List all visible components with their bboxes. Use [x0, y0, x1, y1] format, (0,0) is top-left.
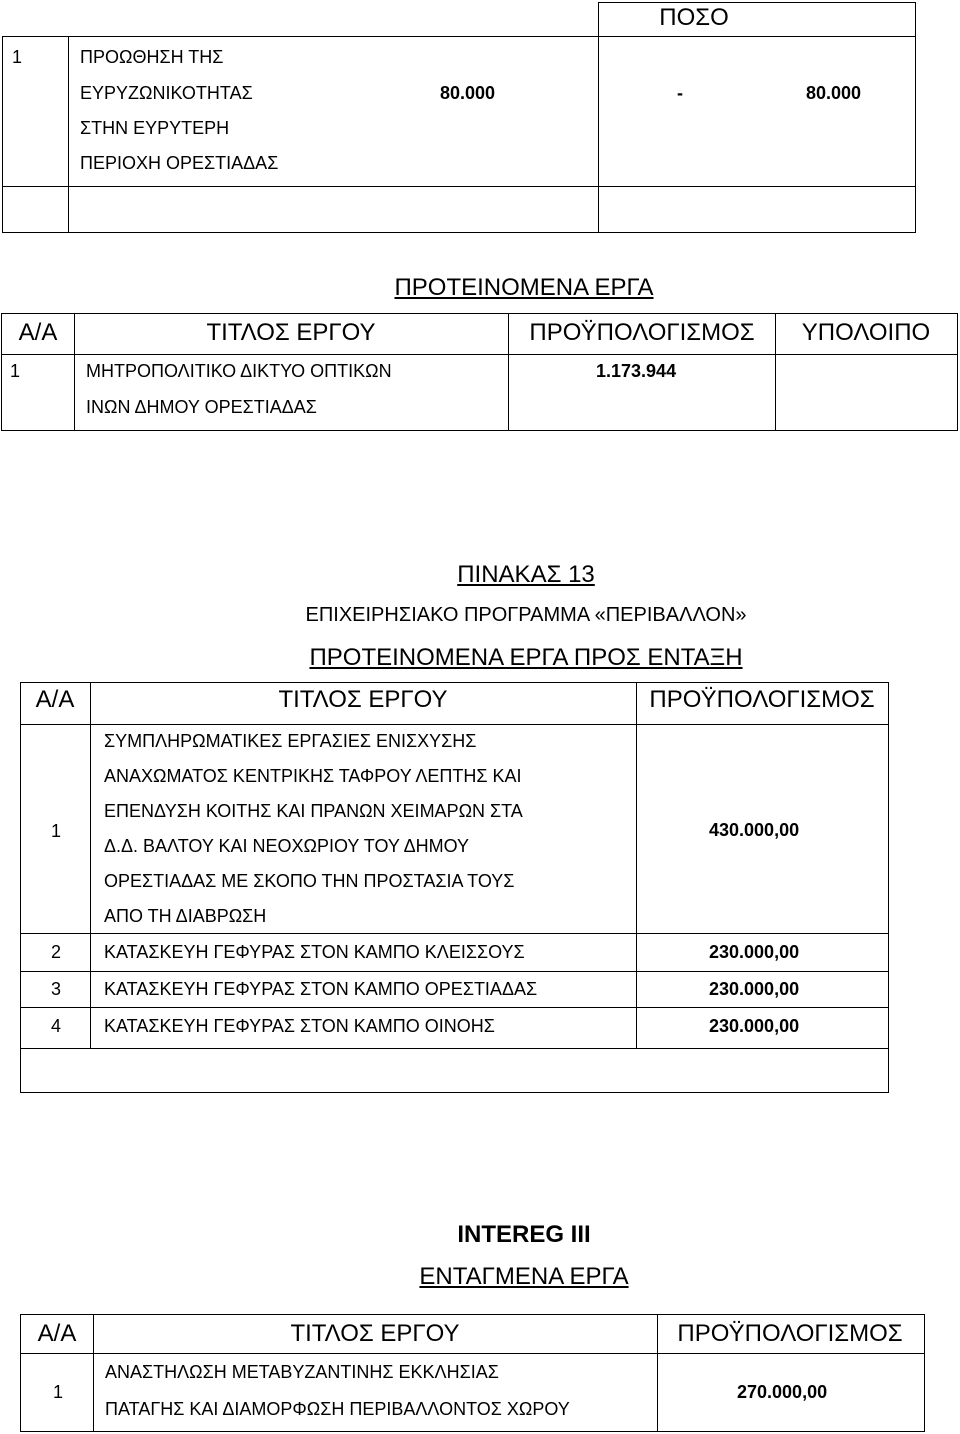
table-b-heading: ΠΡΟΤΕΙΝΟΜΕΝΑ ΕΡΓΑ	[394, 274, 654, 301]
table-d-line	[20, 1431, 925, 1432]
table-a-line	[68, 36, 69, 233]
table-d-line	[20, 1353, 925, 1354]
poso-value: 80.000	[806, 83, 862, 103]
table-d-line	[657, 1314, 658, 1432]
table-b-line	[1, 430, 958, 431]
project-title-line: ΑΝΑΣΤΗΛΩΣΗ ΜΕΤΑΒΥΖΑΝΤΙΝΗΣ ΕΚΚΛΗΣΙΑΣ	[105, 1362, 499, 1382]
table-a-line	[2, 36, 916, 37]
column-header-aa: Α/Α	[35, 686, 75, 713]
project-title: ΚΑΤΑΣΚΕΥΗ ΓΕΦΥΡΑΣ ΣΤΟΝ ΚΑΜΠΟ ΟΡΕΣΤΙΑΔΑΣ	[104, 979, 538, 999]
amount-value: 80.000	[440, 83, 496, 103]
table-c-line	[20, 724, 889, 725]
project-title-line: ΕΥΡΥΖΩΝΙΚΟΤΗΤΑΣ	[80, 83, 253, 103]
table-d-line	[20, 1314, 925, 1315]
row-number: 1	[10, 361, 21, 381]
table-a-line	[598, 2, 916, 3]
table-b-line	[508, 313, 509, 431]
table-a-line	[598, 2, 599, 233]
table-b-line	[74, 313, 75, 431]
budget-value: 230.000,00	[709, 979, 800, 999]
project-title-line: ΣΥΜΠΛΗΡΩΜΑΤΙΚΕΣ ΕΡΓΑΣΙΕΣ ΕΝΙΣΧΥΣΗΣ	[104, 731, 477, 751]
table-d-subheading: ΕΝΤΑΓΜΕΝΑ ΕΡΓΑ	[419, 1263, 629, 1290]
table-c-line	[20, 1007, 889, 1008]
project-title-line: ΑΝΑΧΩΜΑΤΟΣ ΚΕΝΤΡΙΚΗΣ ΤΑΦΡΟΥ ΛΕΠΤΗΣ ΚΑΙ	[104, 766, 522, 786]
column-header-aa: Α/Α	[18, 319, 58, 346]
table-d-line	[924, 1314, 925, 1432]
table-a-line	[2, 186, 916, 187]
budget-value: 1.173.944	[596, 361, 677, 381]
table-d-line	[20, 1314, 21, 1432]
column-header-poso: ΠΟΣΟ	[659, 4, 729, 31]
budget-value: 430.000,00	[709, 820, 800, 840]
column-header-budget: ΠΡΟΫΠΟΛΟΓΙΣΜΟΣ	[649, 686, 875, 713]
project-title-line: ΙΝΩΝ ΔΗΜΟΥ ΟΡΕΣΤΙΑΔΑΣ	[86, 397, 317, 417]
column-header-title: ΤΙΤΛΟΣ ΕΡΓΟΥ	[206, 319, 376, 346]
table-c-line	[20, 933, 889, 934]
column-header-title: ΤΙΤΛΟΣ ΕΡΓΟΥ	[290, 1320, 460, 1347]
table-c-line	[20, 1092, 889, 1093]
table-a-line	[915, 2, 916, 233]
table-c-subheading: ΠΡΟΤΕΙΝΟΜΕΝΑ ΕΡΓΑ ΠΡΟΣ ΕΝΤΑΞΗ	[309, 644, 743, 671]
table-a-line	[2, 232, 916, 233]
table-b-line	[1, 313, 958, 314]
dash-value: -	[677, 83, 683, 103]
table-c-line	[20, 682, 889, 683]
project-title-line: ΟΡΕΣΤΙΑΔΑΣ ΜΕ ΣΚΟΠΟ ΤΗΝ ΠΡΟΣΤΑΣΙΑ ΤΟΥΣ	[104, 871, 515, 891]
project-title-line: ΠΑΤΑΓΗΣ ΚΑΙ ΔΙΑΜΟΡΦΩΣΗ ΠΕΡΙΒΑΛΛΟΝΤΟΣ ΧΩΡΟΥ	[105, 1399, 570, 1419]
table-c-line	[20, 971, 889, 972]
table-b-line	[957, 313, 958, 431]
row-number: 1	[12, 47, 23, 67]
project-title-line: ΣΤΗΝ ΕΥΡΥΤΕΡΗ	[80, 118, 230, 138]
table-c-line	[888, 682, 889, 1093]
table-c-heading: ΠΙΝΑΚΑΣ 13	[457, 561, 595, 588]
column-header-title: ΤΙΤΛΟΣ ΕΡΓΟΥ	[278, 686, 448, 713]
table-b-line	[775, 313, 776, 431]
table-d-line	[93, 1314, 94, 1432]
row-number: 2	[51, 942, 62, 962]
table-c-subheading: ΕΠΙΧΕΙΡΗΣΙΑΚΟ ΠΡΟΓΡΑΜΜΑ «ΠΕΡΙΒΑΛΛΟΝ»	[305, 604, 747, 626]
column-header-aa: Α/Α	[37, 1320, 77, 1347]
row-number: 4	[51, 1016, 62, 1036]
project-title-line: ΠΕΡΙΟΧΗ ΟΡΕΣΤΙΑΔΑΣ	[80, 153, 279, 173]
budget-value: 270.000,00	[737, 1382, 828, 1402]
project-title-line: ΑΠΟ ΤΗ ΔΙΑΒΡΩΣΗ	[104, 906, 267, 926]
row-number: 3	[51, 979, 62, 999]
project-title-line: ΠΡΟΩΘΗΣΗ ΤΗΣ	[80, 47, 224, 67]
table-c-line	[20, 682, 21, 1093]
project-title: ΚΑΤΑΣΚΕΥΗ ΓΕΦΥΡΑΣ ΣΤΟΝ ΚΑΜΠΟ ΚΛΕΙΣΣΟΥΣ	[104, 942, 525, 962]
project-title: ΚΑΤΑΣΚΕΥΗ ΓΕΦΥΡΑΣ ΣΤΟΝ ΚΑΜΠΟ ΟΙΝΟΗΣ	[104, 1016, 495, 1036]
table-b-line	[1, 354, 958, 355]
table-a-line	[2, 36, 3, 233]
budget-value: 230.000,00	[709, 942, 800, 962]
project-title-line: Δ.Δ. ΒΑΛΤΟΥ ΚΑΙ ΝΕΟΧΩΡΙΟΥ ΤΟΥ ΔΗΜΟΥ	[104, 836, 470, 856]
table-b-line	[1, 313, 2, 431]
table-d-heading: INTEREG III	[457, 1221, 591, 1248]
table-c-line	[636, 682, 637, 1049]
project-title-line: ΕΠΕΝΔΥΣΗ ΚΟΙΤΗΣ ΚΑΙ ΠΡΑΝΩΝ ΧΕΙΜΑΡΩΝ ΣΤΑ	[104, 801, 523, 821]
project-title-line: ΜΗΤΡΟΠΟΛΙΤΙΚΟ ΔΙΚΤΥΟ ΟΠΤΙΚΩΝ	[86, 361, 392, 381]
budget-value: 230.000,00	[709, 1016, 800, 1036]
row-number: 1	[51, 821, 62, 841]
row-number: 1	[53, 1382, 64, 1402]
table-c-line	[20, 1048, 889, 1049]
column-header-budget: ΠΡΟΫΠΟΛΟΓΙΣΜΟΣ	[677, 1320, 903, 1347]
column-header-budget: ΠΡΟΫΠΟΛΟΓΙΣΜΟΣ	[529, 319, 755, 346]
column-header-remainder: ΥΠΟΛΟΙΠΟ	[801, 319, 931, 346]
table-c-line	[90, 682, 91, 1049]
